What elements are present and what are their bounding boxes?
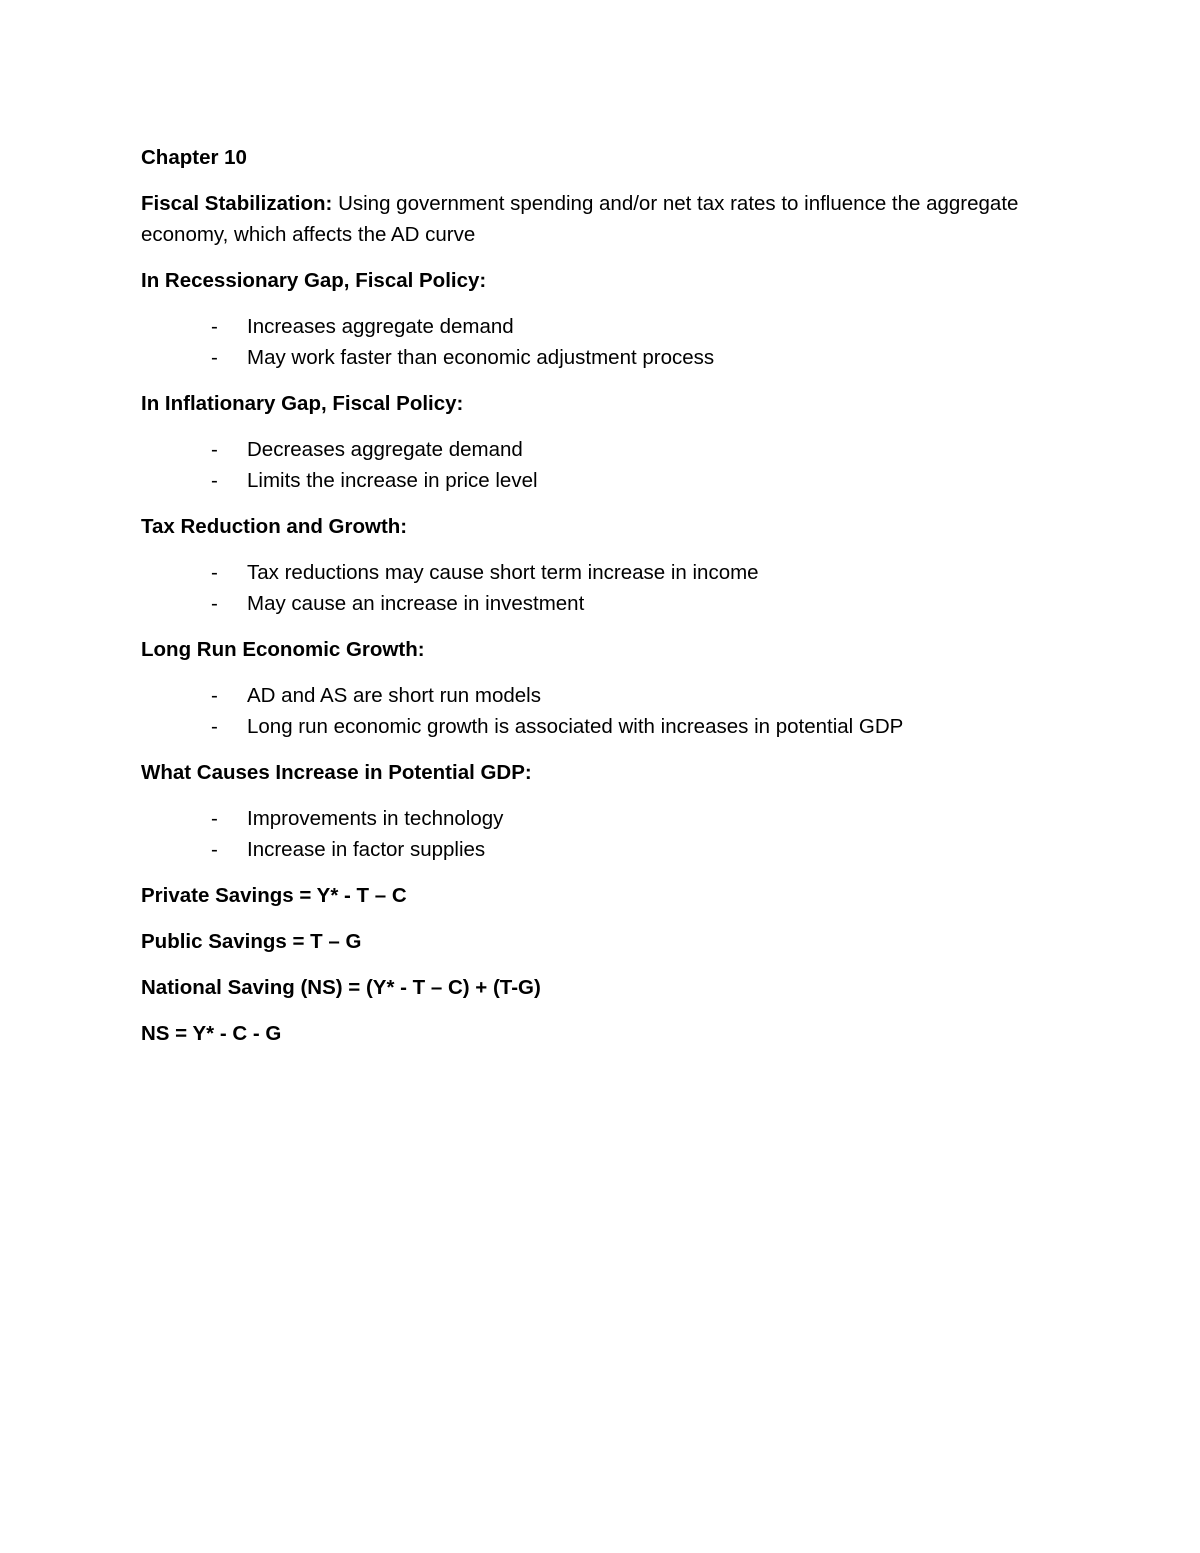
list-item <box>141 342 1071 373</box>
fiscal-stabilization-term: Fiscal Stabilization: <box>141 192 333 215</box>
bullet-dash: - <box>211 838 218 861</box>
section-heading-potential-gdp: What Causes Increase in Potential GDP: <box>141 761 532 784</box>
list-item-text: Increase in factor supplies <box>247 838 486 861</box>
bullet-dash: - <box>211 561 218 584</box>
list-item-text: May work faster than economic adjustment process <box>247 346 715 369</box>
list-item <box>141 711 1071 742</box>
bullet-dash: - <box>211 715 218 738</box>
section-heading-inflationary-gap: In Inflationary Gap, Fiscal Policy: <box>141 392 464 415</box>
list-item-text: Improvements in technology <box>247 807 504 830</box>
list-item-text: May cause an increase in investment <box>247 592 585 615</box>
bullet-dash: - <box>211 469 218 492</box>
list-item-text: Long run economic growth is associated with increases in potential GDP <box>247 715 904 738</box>
list-item-text: AD and AS are short run models <box>247 684 541 707</box>
list-item-text: Increases aggregate demand <box>247 315 514 338</box>
tax-reduction-list <box>141 557 1071 619</box>
section-heading-long-run-growth: Long Run Economic Growth: <box>141 638 425 661</box>
list-item <box>141 434 1071 465</box>
list-item <box>141 803 1071 834</box>
fiscal-stabilization-definition-1: Using government spending and/or net tax rates to influence the aggregate <box>332 192 1019 215</box>
bullet-dash: - <box>211 315 218 338</box>
bullet-dash: - <box>211 438 218 461</box>
section-heading-tax-reduction: Tax Reduction and Growth: <box>141 515 408 538</box>
list-item <box>141 834 1071 865</box>
list-item-text: Tax reductions may cause short term increase in income <box>247 561 759 584</box>
formula-ns-simplified: NS = Y* - C - G <box>141 1022 282 1045</box>
list-item-text: Decreases aggregate demand <box>247 438 523 461</box>
recessionary-gap-list <box>141 311 1071 373</box>
list-item <box>141 680 1071 711</box>
chapter-title: Chapter 10 <box>141 146 247 169</box>
list-item-text: Limits the increase in price level <box>247 469 538 492</box>
list-item <box>141 557 1071 588</box>
formula-national-saving: National Saving (NS) = (Y* - T – C) + (T-G) <box>141 976 541 999</box>
list-item <box>141 311 1071 342</box>
bullet-dash: - <box>211 592 218 615</box>
formula-public-savings: Public Savings = T – G <box>141 930 362 953</box>
bullet-dash: - <box>211 346 218 369</box>
formula-private-savings: Private Savings = Y* - T – C <box>141 884 407 907</box>
potential-gdp-list <box>141 803 1071 865</box>
inflationary-gap-list <box>141 434 1071 496</box>
list-item <box>141 465 1071 496</box>
long-run-growth-list <box>141 680 1071 742</box>
document-page <box>141 142 1071 1064</box>
bullet-dash: - <box>211 807 218 830</box>
fiscal-stabilization-definition-2: economy, which affects the AD curve <box>141 223 476 246</box>
section-heading-recessionary-gap: In Recessionary Gap, Fiscal Policy: <box>141 269 487 292</box>
bullet-dash: - <box>211 684 218 707</box>
list-item <box>141 588 1071 619</box>
fiscal-stabilization-paragraph <box>141 188 1071 250</box>
